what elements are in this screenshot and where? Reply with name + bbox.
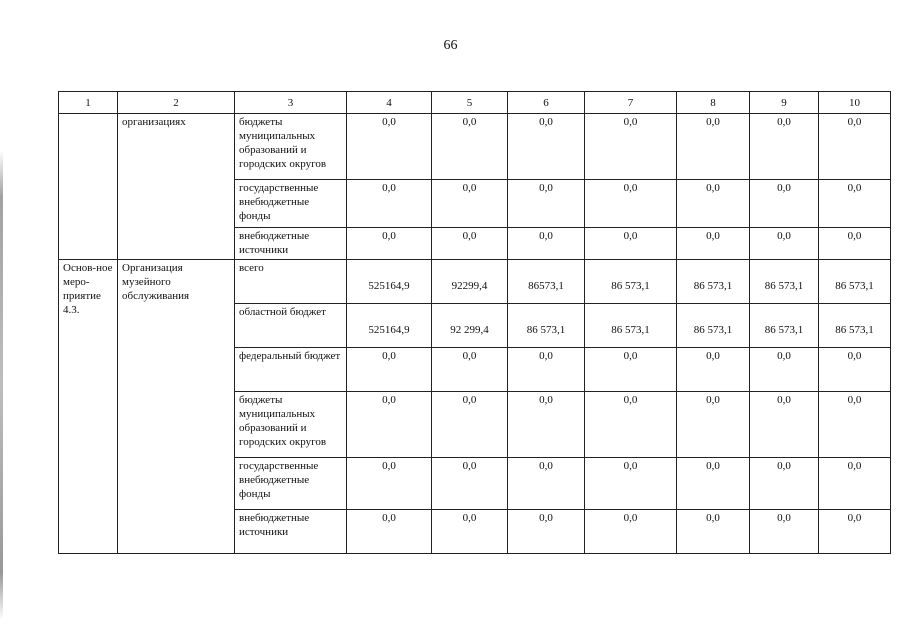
value-cell: 0,0 xyxy=(508,458,585,510)
value-cell: 0,0 xyxy=(508,114,585,180)
value-cell: 86 573,1 xyxy=(677,260,750,304)
value-cell: 0,0 xyxy=(347,510,432,554)
value-cell: 0,0 xyxy=(432,458,508,510)
value-cell: 0,0 xyxy=(819,228,891,260)
value-cell: 0,0 xyxy=(432,180,508,228)
value-cell: 86 573,1 xyxy=(819,260,891,304)
value-cell: 86 573,1 xyxy=(750,260,819,304)
continued-col1-cell xyxy=(59,114,118,260)
header-cell: 6 xyxy=(508,92,585,114)
value-cell: 525164,9 xyxy=(347,260,432,304)
value-cell: 0,0 xyxy=(432,392,508,458)
continued-col2-cell: организациях xyxy=(118,114,235,260)
value-cell: 0,0 xyxy=(819,180,891,228)
value-cell: 0,0 xyxy=(677,228,750,260)
header-cell: 1 xyxy=(59,92,118,114)
value-cell: 0,0 xyxy=(819,458,891,510)
value-cell: 0,0 xyxy=(677,510,750,554)
value-cell: 86 573,1 xyxy=(819,304,891,348)
value-cell: 0,0 xyxy=(585,114,677,180)
measure-name-cell: Организация музейного обслуживания xyxy=(118,260,235,554)
value-cell: 86 573,1 xyxy=(750,304,819,348)
value-cell: 0,0 xyxy=(750,348,819,392)
page-number: 66 xyxy=(443,38,458,53)
value-cell: 0,0 xyxy=(677,458,750,510)
header-cell: 9 xyxy=(750,92,819,114)
value-cell: 0,0 xyxy=(819,114,891,180)
value-cell: 0,0 xyxy=(347,348,432,392)
value-cell: 0,0 xyxy=(508,392,585,458)
value-cell: 86 573,1 xyxy=(585,260,677,304)
header-cell: 10 xyxy=(819,92,891,114)
value-cell: 0,0 xyxy=(347,458,432,510)
value-cell: 0,0 xyxy=(677,180,750,228)
value-cell: 86573,1 xyxy=(508,260,585,304)
source-cell: внебюджетные источники xyxy=(235,510,347,554)
value-cell: 86 573,1 xyxy=(508,304,585,348)
source-cell: бюджеты муниципальных образований и городских округов xyxy=(235,392,347,458)
budget-table xyxy=(58,91,891,554)
value-cell: 0,0 xyxy=(585,228,677,260)
source-cell: государственные внебюджетные фонды xyxy=(235,458,347,510)
value-cell: 0,0 xyxy=(750,228,819,260)
header-cell: 4 xyxy=(347,92,432,114)
value-cell: 0,0 xyxy=(585,510,677,554)
measure-number-cell: Основ-ное меро-приятие 4.3. xyxy=(59,260,118,554)
table-row xyxy=(59,114,891,180)
value-cell: 0,0 xyxy=(750,180,819,228)
value-cell: 0,0 xyxy=(585,392,677,458)
value-cell: 525164,9 xyxy=(347,304,432,348)
value-cell: 0,0 xyxy=(508,348,585,392)
value-cell: 0,0 xyxy=(508,510,585,554)
value-cell: 0,0 xyxy=(819,348,891,392)
header-cell: 7 xyxy=(585,92,677,114)
scan-edge-shadow xyxy=(0,150,3,620)
value-cell: 0,0 xyxy=(677,348,750,392)
value-cell: 86 573,1 xyxy=(677,304,750,348)
source-cell: бюджеты муниципальных образований и городских округов xyxy=(235,114,347,180)
value-cell: 0,0 xyxy=(508,180,585,228)
value-cell: 0,0 xyxy=(432,228,508,260)
table-row xyxy=(59,260,891,304)
value-cell: 0,0 xyxy=(432,510,508,554)
source-cell: государственные внебюджетные фонды xyxy=(235,180,347,228)
header-cell: 8 xyxy=(677,92,750,114)
value-cell: 0,0 xyxy=(750,114,819,180)
value-cell: 0,0 xyxy=(750,510,819,554)
value-cell: 0,0 xyxy=(819,510,891,554)
value-cell: 0,0 xyxy=(585,458,677,510)
value-cell: 0,0 xyxy=(750,392,819,458)
header-row xyxy=(59,92,891,114)
source-cell: областной бюджет xyxy=(235,304,347,348)
value-cell: 0,0 xyxy=(819,392,891,458)
value-cell: 0,0 xyxy=(432,114,508,180)
value-cell: 92 299,4 xyxy=(432,304,508,348)
value-cell: 92299,4 xyxy=(432,260,508,304)
value-cell: 0,0 xyxy=(347,180,432,228)
value-cell: 86 573,1 xyxy=(585,304,677,348)
value-cell: 0,0 xyxy=(677,114,750,180)
value-cell: 0,0 xyxy=(347,114,432,180)
source-cell: внебюджетные источники xyxy=(235,228,347,260)
value-cell: 0,0 xyxy=(750,458,819,510)
header-cell: 5 xyxy=(432,92,508,114)
header-cell: 3 xyxy=(235,92,347,114)
value-cell: 0,0 xyxy=(585,348,677,392)
source-cell: всего xyxy=(235,260,347,304)
value-cell: 0,0 xyxy=(585,180,677,228)
value-cell: 0,0 xyxy=(677,392,750,458)
value-cell: 0,0 xyxy=(508,228,585,260)
source-cell: федеральный бюджет xyxy=(235,348,347,392)
value-cell: 0,0 xyxy=(347,392,432,458)
header-cell: 2 xyxy=(118,92,235,114)
value-cell: 0,0 xyxy=(432,348,508,392)
value-cell: 0,0 xyxy=(347,228,432,260)
